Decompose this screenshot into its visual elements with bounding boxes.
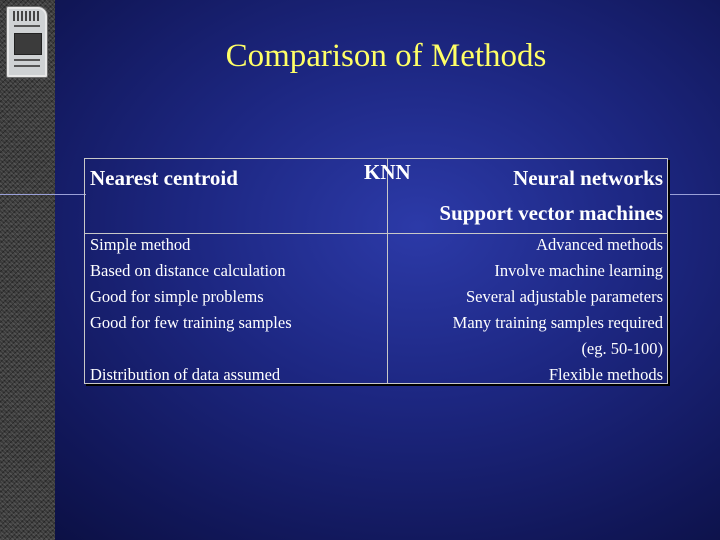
right-row-3: Several adjustable parameters — [466, 287, 663, 306]
left-row-4: Good for few training samples — [90, 313, 292, 332]
left-row-1: Simple method — [90, 235, 191, 254]
left-row-6: Distribution of data assumed — [90, 365, 281, 384]
slide-title: Comparison of Methods — [225, 38, 547, 74]
right-row-6: Flexible methods — [548, 365, 663, 384]
right-row-4: Many training samples required — [452, 313, 663, 332]
right-horizontal-rule — [670, 194, 720, 195]
card-contacts — [13, 11, 39, 21]
header-support-vector-machines: Support vector machines — [439, 201, 663, 225]
header-knn: KNN — [364, 160, 411, 184]
table-header-separator — [84, 233, 668, 234]
header-nearest-centroid: Nearest centroid — [90, 166, 238, 190]
right-row-1: Advanced methods — [536, 235, 663, 254]
card-stripe — [14, 25, 40, 27]
left-row-3: Good for simple problems — [90, 287, 264, 306]
table-column-separator — [387, 158, 388, 384]
right-row-2: Involve machine learning — [494, 261, 663, 280]
header-neural-networks: Neural networks — [513, 166, 663, 190]
decorative-side-strip — [0, 0, 55, 540]
right-row-5: (eg. 50-100) — [581, 339, 663, 358]
left-row-2: Based on distance calculation — [90, 261, 286, 280]
left-horizontal-rule — [0, 194, 86, 195]
